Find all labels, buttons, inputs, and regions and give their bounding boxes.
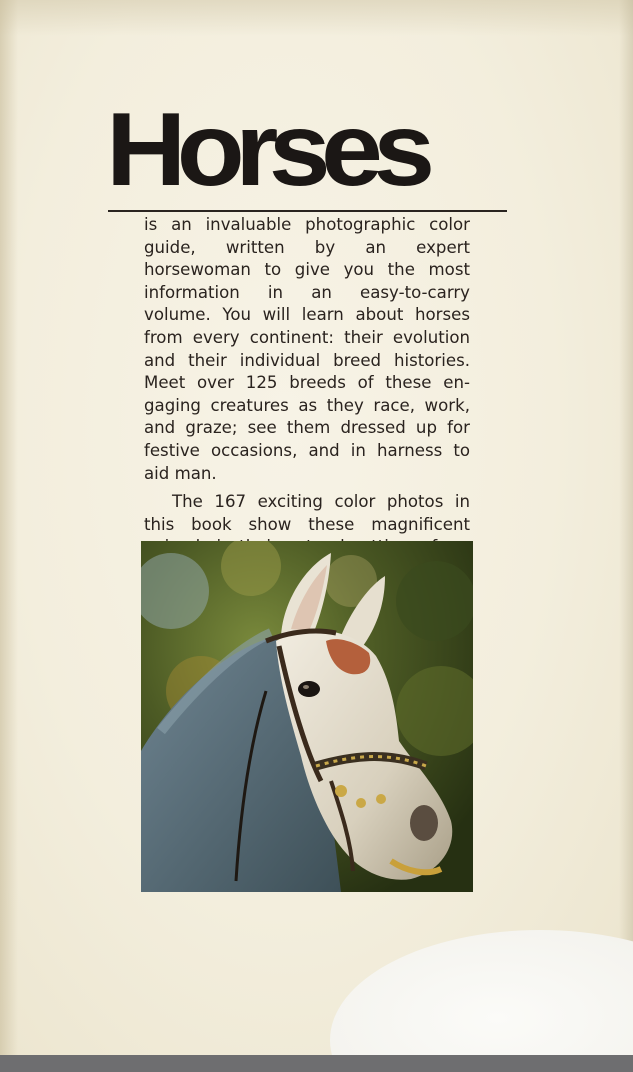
blurb-paragraph: The 167 exciting color photos in this book show these magnificent bbox=[144, 492, 470, 534]
title-rule bbox=[108, 210, 507, 212]
horse-photo bbox=[141, 541, 473, 892]
cover-edge-wear bbox=[0, 0, 18, 1055]
book-title: Horses bbox=[106, 92, 426, 208]
cover-edge-wear bbox=[0, 0, 633, 36]
cover-edge-wear bbox=[619, 0, 633, 1055]
blurb-paragraph: is an invaluable photographic color guide, written by an expert horsewoman to give you the most information in an easy-to-carry volume. You will learn about horses from every continent: their evolution and their individual breed histories. Meet over 125 breeds of these engaging creatures as they race, work, and graze; see them dressed up for festive occasions, and in harness to aid man. bbox=[144, 215, 470, 483]
cover-stain bbox=[330, 930, 633, 1055]
